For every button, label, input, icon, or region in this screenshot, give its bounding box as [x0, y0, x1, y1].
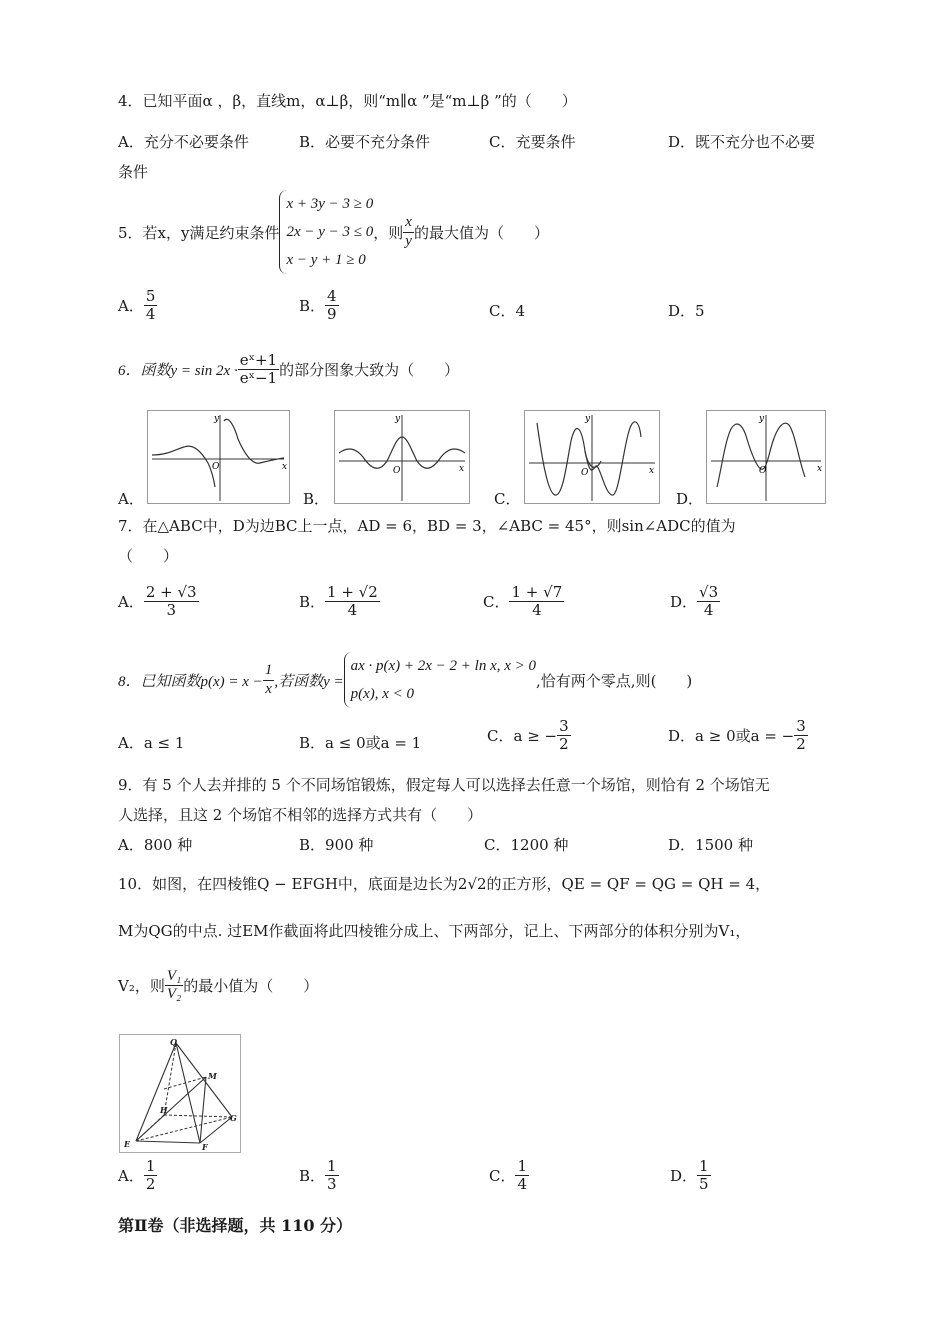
- q7-b-num: 1 + √2: [327, 583, 378, 601]
- q7-d-den: 4: [703, 601, 714, 620]
- q5-a-num: 5: [145, 287, 156, 305]
- q10-frac-den: V₂: [166, 986, 182, 1003]
- q6-b-y-label: y: [395, 414, 401, 424]
- q10-option-a: [118, 1158, 157, 1194]
- q10-line-2: M为QG的中点. 过EM作截面将此四棱锥分成上、下两部分，记上、下两部分的体积分别为V₁，: [118, 922, 751, 940]
- q7-d-frac: [697, 584, 720, 620]
- q10-option-c: [489, 1158, 529, 1194]
- q10-fraction: [165, 968, 183, 1004]
- q8-stem: [118, 652, 692, 708]
- q10-c-label: C．: [489, 1167, 516, 1186]
- q10-pyramid-figure: [119, 1034, 241, 1153]
- q6-graph-a: [147, 410, 290, 504]
- q6-suffix: 的部分图象大致为（ ）: [279, 361, 460, 380]
- q4-option-d-continued: 条件: [118, 163, 149, 181]
- q5-fraction: [403, 214, 414, 250]
- q10-b-frac: [325, 1158, 339, 1194]
- q7-option-b: [299, 584, 380, 620]
- q10-a-label: A．: [118, 1167, 144, 1186]
- q7-paren: （ ）: [118, 547, 179, 565]
- q5-frac-num: x: [403, 214, 414, 232]
- q8-option-c: [487, 718, 571, 754]
- q6-c-x-label: x: [649, 466, 655, 476]
- q8-option-b: B．a ≤ 0或a = 1: [299, 734, 422, 752]
- q8-suffix: ,恰有两个零点,则( ): [536, 671, 693, 690]
- q10-d-frac: [697, 1158, 711, 1194]
- q8-c-label: C．a ≥ −: [487, 727, 558, 746]
- q10-c-frac: [515, 1158, 529, 1194]
- q4-option-a: A．充分不必要条件: [118, 133, 249, 151]
- q5-option-b: [299, 288, 339, 324]
- q10-option-d: [670, 1158, 711, 1194]
- q8-fraction: [263, 662, 275, 698]
- q6-frac-num: eˣ+1: [239, 351, 278, 369]
- q10-line-3: [118, 968, 318, 1004]
- q7-c-label: C．: [483, 593, 510, 612]
- q10-fig-label-m: M: [208, 1071, 217, 1081]
- q6-graph-d: [706, 410, 826, 504]
- section-2-heading: 第Ⅱ卷（非选择题，共 110 分）: [118, 1216, 353, 1235]
- q7-stem: 7．在△ABC中，D为边BC上一点，AD = 6，BD = 3，∠ABC = 45°，则sin∠ADC的值为: [118, 517, 736, 535]
- q5-a-label: A．: [118, 297, 144, 316]
- q6-b-origin: O: [393, 466, 401, 476]
- q8-case-2: p(x), x < 0: [350, 686, 415, 702]
- q6-frac-den: eˣ−1: [239, 369, 278, 388]
- q6-b-x-label: x: [459, 464, 465, 474]
- q7-a-den: 3: [166, 601, 176, 620]
- q10-c-den: 4: [517, 1175, 528, 1194]
- q10-line-1: 10．如图，在四棱锥Q − EFGH中，底面是边长为2√2的正方形，QE = QF = QG = QH = 4，: [118, 875, 771, 893]
- q6-c-y-label: y: [585, 414, 591, 424]
- q10-line-3-prefix: V₂，则: [118, 977, 165, 996]
- q8-piecewise: [344, 652, 536, 708]
- q5-option-a: [118, 288, 157, 324]
- q8-d-label: D．a ≥ 0或a = −: [668, 727, 795, 746]
- q9-option-c: C．1200 种: [484, 836, 569, 854]
- q5-b-num: 4: [327, 287, 337, 305]
- q7-a-num: 2 + √3: [145, 583, 197, 601]
- q4-option-b: B．必要不充分条件: [299, 133, 431, 151]
- q6-a-y-label: y: [214, 414, 220, 424]
- q5-constraint-1: x + 3y − 3 ≥ 0: [286, 196, 374, 212]
- q10-frac-num: V₁: [165, 968, 183, 986]
- q7-b-den: 4: [347, 601, 358, 620]
- q10-c-num: 1: [517, 1157, 528, 1175]
- q5-constraint-2: 2x − y − 3 ≤ 0: [286, 224, 374, 240]
- q9-line-1: 9．有 5 个人去并排的 5 个不同场馆锻炼，假定每人可以选择去任意一个场馆，则恰有 2 个场馆无: [118, 776, 770, 794]
- q8-case-1: ax · p(x) + 2x − 2 + ln x, x > 0: [350, 658, 537, 674]
- q5-a-den: 4: [145, 305, 156, 324]
- q6-d-origin: O: [759, 466, 767, 476]
- q7-c-den: 4: [532, 601, 542, 620]
- q7-option-d: [670, 584, 720, 620]
- q10-option-b: [299, 1158, 339, 1194]
- q8-frac-den: x: [265, 680, 272, 697]
- q6-prefix: 6．函数y = sin 2x ·: [118, 363, 238, 380]
- q6-a-origin: O: [212, 462, 220, 472]
- q10-fig-label-e: E: [124, 1139, 131, 1149]
- q8-c-num: 3: [559, 717, 569, 735]
- q6-fraction: [238, 352, 279, 388]
- q9-option-b: B．900 种: [299, 836, 374, 854]
- q10-b-den: 3: [327, 1175, 337, 1194]
- q10-a-num: 1: [145, 1157, 156, 1175]
- q7-a-frac: [144, 584, 199, 620]
- q10-fig-label-q: Q: [170, 1037, 177, 1047]
- q7-b-label: B．: [299, 593, 326, 612]
- q9-line-2: 人选择，且这 2 个场馆不相邻的选择方式共有（ ）: [118, 806, 483, 824]
- q7-a-label: A．: [118, 593, 144, 612]
- q10-fig-label-f: F: [202, 1142, 208, 1152]
- q6-c-origin: O: [581, 468, 589, 478]
- q9-option-a: A．800 种: [118, 836, 193, 854]
- q5-a-frac: [144, 288, 158, 324]
- q10-b-num: 1: [327, 1157, 337, 1175]
- q6-option-a: A．: [118, 490, 144, 508]
- q8-c-den: 2: [559, 735, 569, 754]
- q10-b-label: B．: [299, 1167, 326, 1186]
- q8-frac-num: 1: [263, 662, 275, 680]
- q8-c-frac: [557, 718, 571, 754]
- q10-line-3-suffix: 的最小值为（ ）: [183, 977, 319, 996]
- q5-option-d: D．5: [668, 302, 705, 320]
- q5-mid: ，则: [373, 223, 404, 242]
- q10-d-den: 5: [699, 1175, 709, 1194]
- q6-option-d: D．: [676, 490, 704, 508]
- q10-fig-label-h: H: [160, 1105, 168, 1115]
- q6-option-b: B．: [303, 490, 330, 508]
- q8-option-d: [668, 718, 808, 754]
- q4-stem: 4．已知平面α ，β，直线m，α⊥β，则“m∥α ”是“m⊥β ”的（ ）: [118, 92, 577, 110]
- q7-c-num: 1 + √7: [511, 583, 563, 601]
- q5-b-frac: [325, 288, 339, 324]
- q6-graph-c: [524, 410, 660, 504]
- q7-option-c: [483, 584, 564, 620]
- q10-d-label: D．: [670, 1167, 698, 1186]
- q4-option-c: C．充要条件: [489, 133, 576, 151]
- q7-option-a: [118, 584, 199, 620]
- q6-stem: [118, 352, 459, 388]
- q6-a-x-label: x: [282, 462, 288, 472]
- q7-b-frac: [325, 584, 380, 620]
- q10-a-den: 2: [145, 1175, 156, 1194]
- q6-option-c: C．: [494, 490, 521, 508]
- q5-constraint-system: [279, 190, 373, 274]
- q6-d-y-label: y: [759, 414, 765, 424]
- q4-option-d: D．既不充分也不必要: [668, 133, 816, 151]
- q8-d-den: 2: [796, 735, 806, 754]
- q5-stem: [118, 190, 549, 274]
- q7-d-num: √3: [699, 583, 719, 601]
- q10-a-frac: [144, 1158, 158, 1194]
- q8-prefix: 8．已知函数p(x) = x −: [118, 673, 263, 690]
- q7-c-frac: [509, 584, 564, 620]
- q7-d-label: D．: [670, 593, 698, 612]
- q5-suffix: 的最大值为（ ）: [413, 223, 549, 242]
- q9-option-d: D．1500 种: [668, 836, 753, 854]
- q10-d-num: 1: [699, 1157, 709, 1175]
- q8-d-num: 3: [796, 717, 806, 735]
- q8-mid: ,若函数y =: [274, 673, 344, 690]
- q5-option-c: C．4: [489, 302, 526, 320]
- q5-b-label: B．: [299, 297, 326, 316]
- q6-d-x-label: x: [817, 464, 823, 474]
- q5-prefix: 5．若x，y满足约束条件: [118, 223, 280, 242]
- q10-fig-label-g: G: [230, 1113, 237, 1123]
- q8-d-frac: [794, 718, 808, 754]
- q6-graph-b: [334, 410, 470, 504]
- q5-constraint-3: x − y + 1 ≥ 0: [286, 252, 366, 268]
- q5-frac-den: y: [405, 232, 412, 249]
- q5-b-den: 9: [327, 305, 337, 324]
- q8-option-a: A．a ≤ 1: [118, 734, 185, 752]
